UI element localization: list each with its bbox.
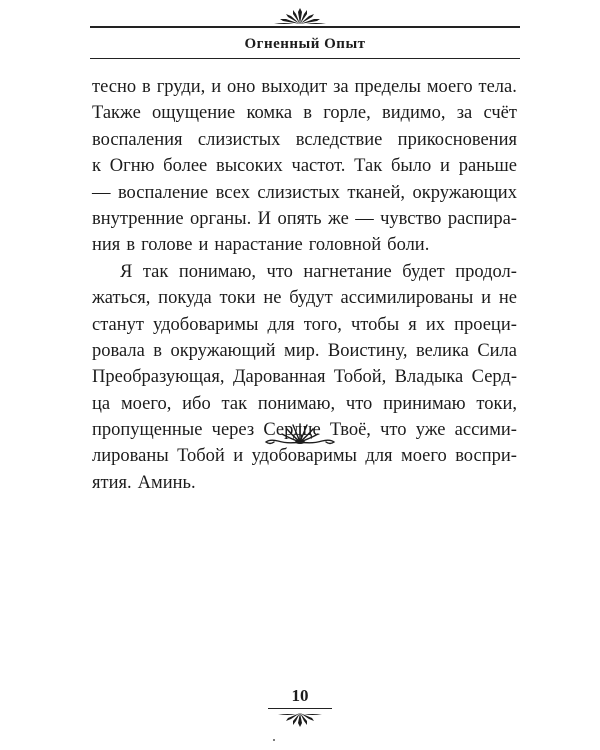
text-line-6: [92, 206, 517, 232]
word: окружающих: [412, 182, 517, 203]
word: Аминь.: [137, 472, 196, 493]
word: всех: [215, 182, 250, 203]
text-line-2: [92, 100, 517, 126]
word: Твоё,: [329, 420, 371, 441]
word: будет: [402, 261, 445, 282]
word: выходит: [261, 77, 328, 97]
word: для: [267, 314, 295, 335]
footer-rule: [268, 708, 332, 709]
word: окружающий: [170, 340, 276, 361]
word: пределы: [354, 77, 421, 97]
word: Воистину,: [327, 340, 408, 361]
text-line-8: [92, 259, 517, 285]
text-line-7: [92, 232, 517, 258]
word: не: [498, 288, 517, 309]
word: горле,: [323, 103, 371, 124]
word: понимаю,: [257, 393, 336, 414]
text-line-16: [92, 470, 517, 496]
word: вследствие: [295, 129, 383, 150]
word: удобоваримы: [153, 314, 259, 335]
word: уже: [415, 420, 446, 441]
word: Преобразующая,: [92, 367, 225, 388]
word: мир.: [284, 340, 320, 361]
word: частот.: [291, 156, 346, 177]
word: ца: [92, 393, 111, 414]
word: Тобой: [177, 446, 225, 467]
word: и: [233, 446, 244, 467]
word: и: [198, 235, 209, 256]
word: слизистых: [197, 129, 281, 150]
word: проеци-: [454, 314, 517, 335]
word: Я: [120, 261, 133, 282]
word: Владыка: [394, 367, 464, 388]
word: покуда: [158, 288, 212, 309]
word: за: [333, 77, 349, 97]
word: моего: [426, 77, 473, 97]
word: ибо: [182, 393, 211, 414]
word: —: [92, 182, 111, 203]
word: опять: [277, 208, 322, 229]
word: принимаю: [383, 393, 466, 414]
print-speck: [273, 739, 275, 741]
header-ornament-icon: [264, 6, 336, 26]
word: груди,: [156, 77, 206, 97]
word: лированы: [92, 446, 169, 467]
text-line-5: [92, 180, 517, 206]
word: их: [425, 314, 446, 335]
word: нарастание: [214, 235, 303, 256]
word: что: [345, 393, 373, 414]
word: станут: [92, 314, 144, 335]
word: органы.: [189, 208, 252, 229]
word: чувство: [380, 208, 442, 229]
word: велика: [415, 340, 469, 361]
word: ощущение: [152, 103, 236, 124]
word: Также: [92, 103, 141, 124]
word: в: [303, 103, 313, 124]
word: в: [126, 235, 136, 256]
word: слизистых: [257, 182, 340, 203]
word: и: [481, 288, 492, 309]
word: воспаление: [117, 182, 209, 203]
text-line-3: [92, 127, 517, 153]
running-title: Огненный Опыт: [244, 36, 366, 52]
word: распира-: [447, 208, 517, 229]
word: воспаления: [92, 129, 183, 150]
word: моего: [400, 446, 447, 467]
text-line-12: [92, 364, 517, 390]
word: боли.: [387, 235, 430, 256]
word: ния: [92, 235, 121, 256]
word: более: [163, 156, 208, 177]
section-divider-ornament-icon: [258, 420, 342, 446]
word: того,: [303, 314, 342, 335]
word: в: [142, 77, 151, 97]
word: через: [211, 420, 255, 441]
header-rule-top: [90, 26, 520, 28]
word: и: [211, 77, 222, 97]
word: так: [221, 393, 248, 414]
word: Так: [354, 156, 383, 177]
word: —: [355, 208, 374, 229]
word: Дарованная: [232, 367, 326, 388]
word: счёт: [483, 103, 517, 124]
word: внутренние: [92, 208, 184, 229]
word: в: [153, 340, 162, 361]
word: было: [390, 156, 432, 177]
word: ассими-: [454, 420, 517, 441]
word: прикосновения: [397, 129, 517, 150]
word: и: [440, 156, 450, 177]
word: будут: [289, 288, 333, 309]
word: так: [142, 261, 169, 282]
word: пропущенные: [92, 420, 203, 441]
page-number: 10: [291, 686, 309, 705]
word: голове: [141, 235, 193, 256]
word: я: [408, 314, 417, 335]
word: Сердце: [263, 420, 321, 441]
word: воспри-: [455, 446, 517, 467]
word: ровала: [92, 340, 145, 361]
word: Огню: [109, 156, 155, 177]
text-line-1: [92, 74, 517, 100]
text-line-15: [92, 443, 517, 469]
word: что: [266, 261, 293, 282]
word: Тобой,: [333, 367, 387, 388]
word: удобоваримы: [251, 446, 357, 467]
word: понимаю,: [178, 261, 257, 282]
word: И: [257, 208, 272, 229]
word: не: [263, 288, 282, 309]
word: что: [380, 420, 407, 441]
word: жаться,: [92, 288, 151, 309]
word: продол-: [455, 261, 517, 282]
word: за: [456, 103, 473, 124]
footer-ornament-icon: [272, 711, 328, 729]
word: к: [92, 156, 101, 177]
text-line-9: [92, 285, 517, 311]
word: чтобы: [350, 314, 400, 335]
word: ятия.: [92, 472, 132, 493]
text-line-11: [92, 338, 517, 364]
word: же: [328, 208, 349, 229]
word: моего,: [120, 393, 172, 414]
word: нагнетание: [303, 261, 392, 282]
word: тканей,: [347, 182, 406, 203]
word: токи: [219, 288, 256, 309]
word: комка: [246, 103, 293, 124]
text-line-10: [92, 312, 517, 338]
word: тесно: [92, 77, 137, 97]
header-rule-bottom: [90, 58, 520, 59]
word: раньше: [458, 156, 517, 177]
word: оно: [227, 77, 256, 97]
word: тела.: [478, 77, 517, 97]
word: Серд-: [471, 367, 517, 388]
text-line-13: [92, 391, 517, 417]
word: для: [365, 446, 393, 467]
word: ассимилированы: [340, 288, 474, 309]
word: высоких: [216, 156, 283, 177]
word: Сила: [477, 340, 517, 361]
word: головной: [308, 235, 382, 256]
text-line-4: [92, 153, 517, 179]
word: токи,: [476, 393, 517, 414]
word: видимо,: [381, 103, 446, 124]
